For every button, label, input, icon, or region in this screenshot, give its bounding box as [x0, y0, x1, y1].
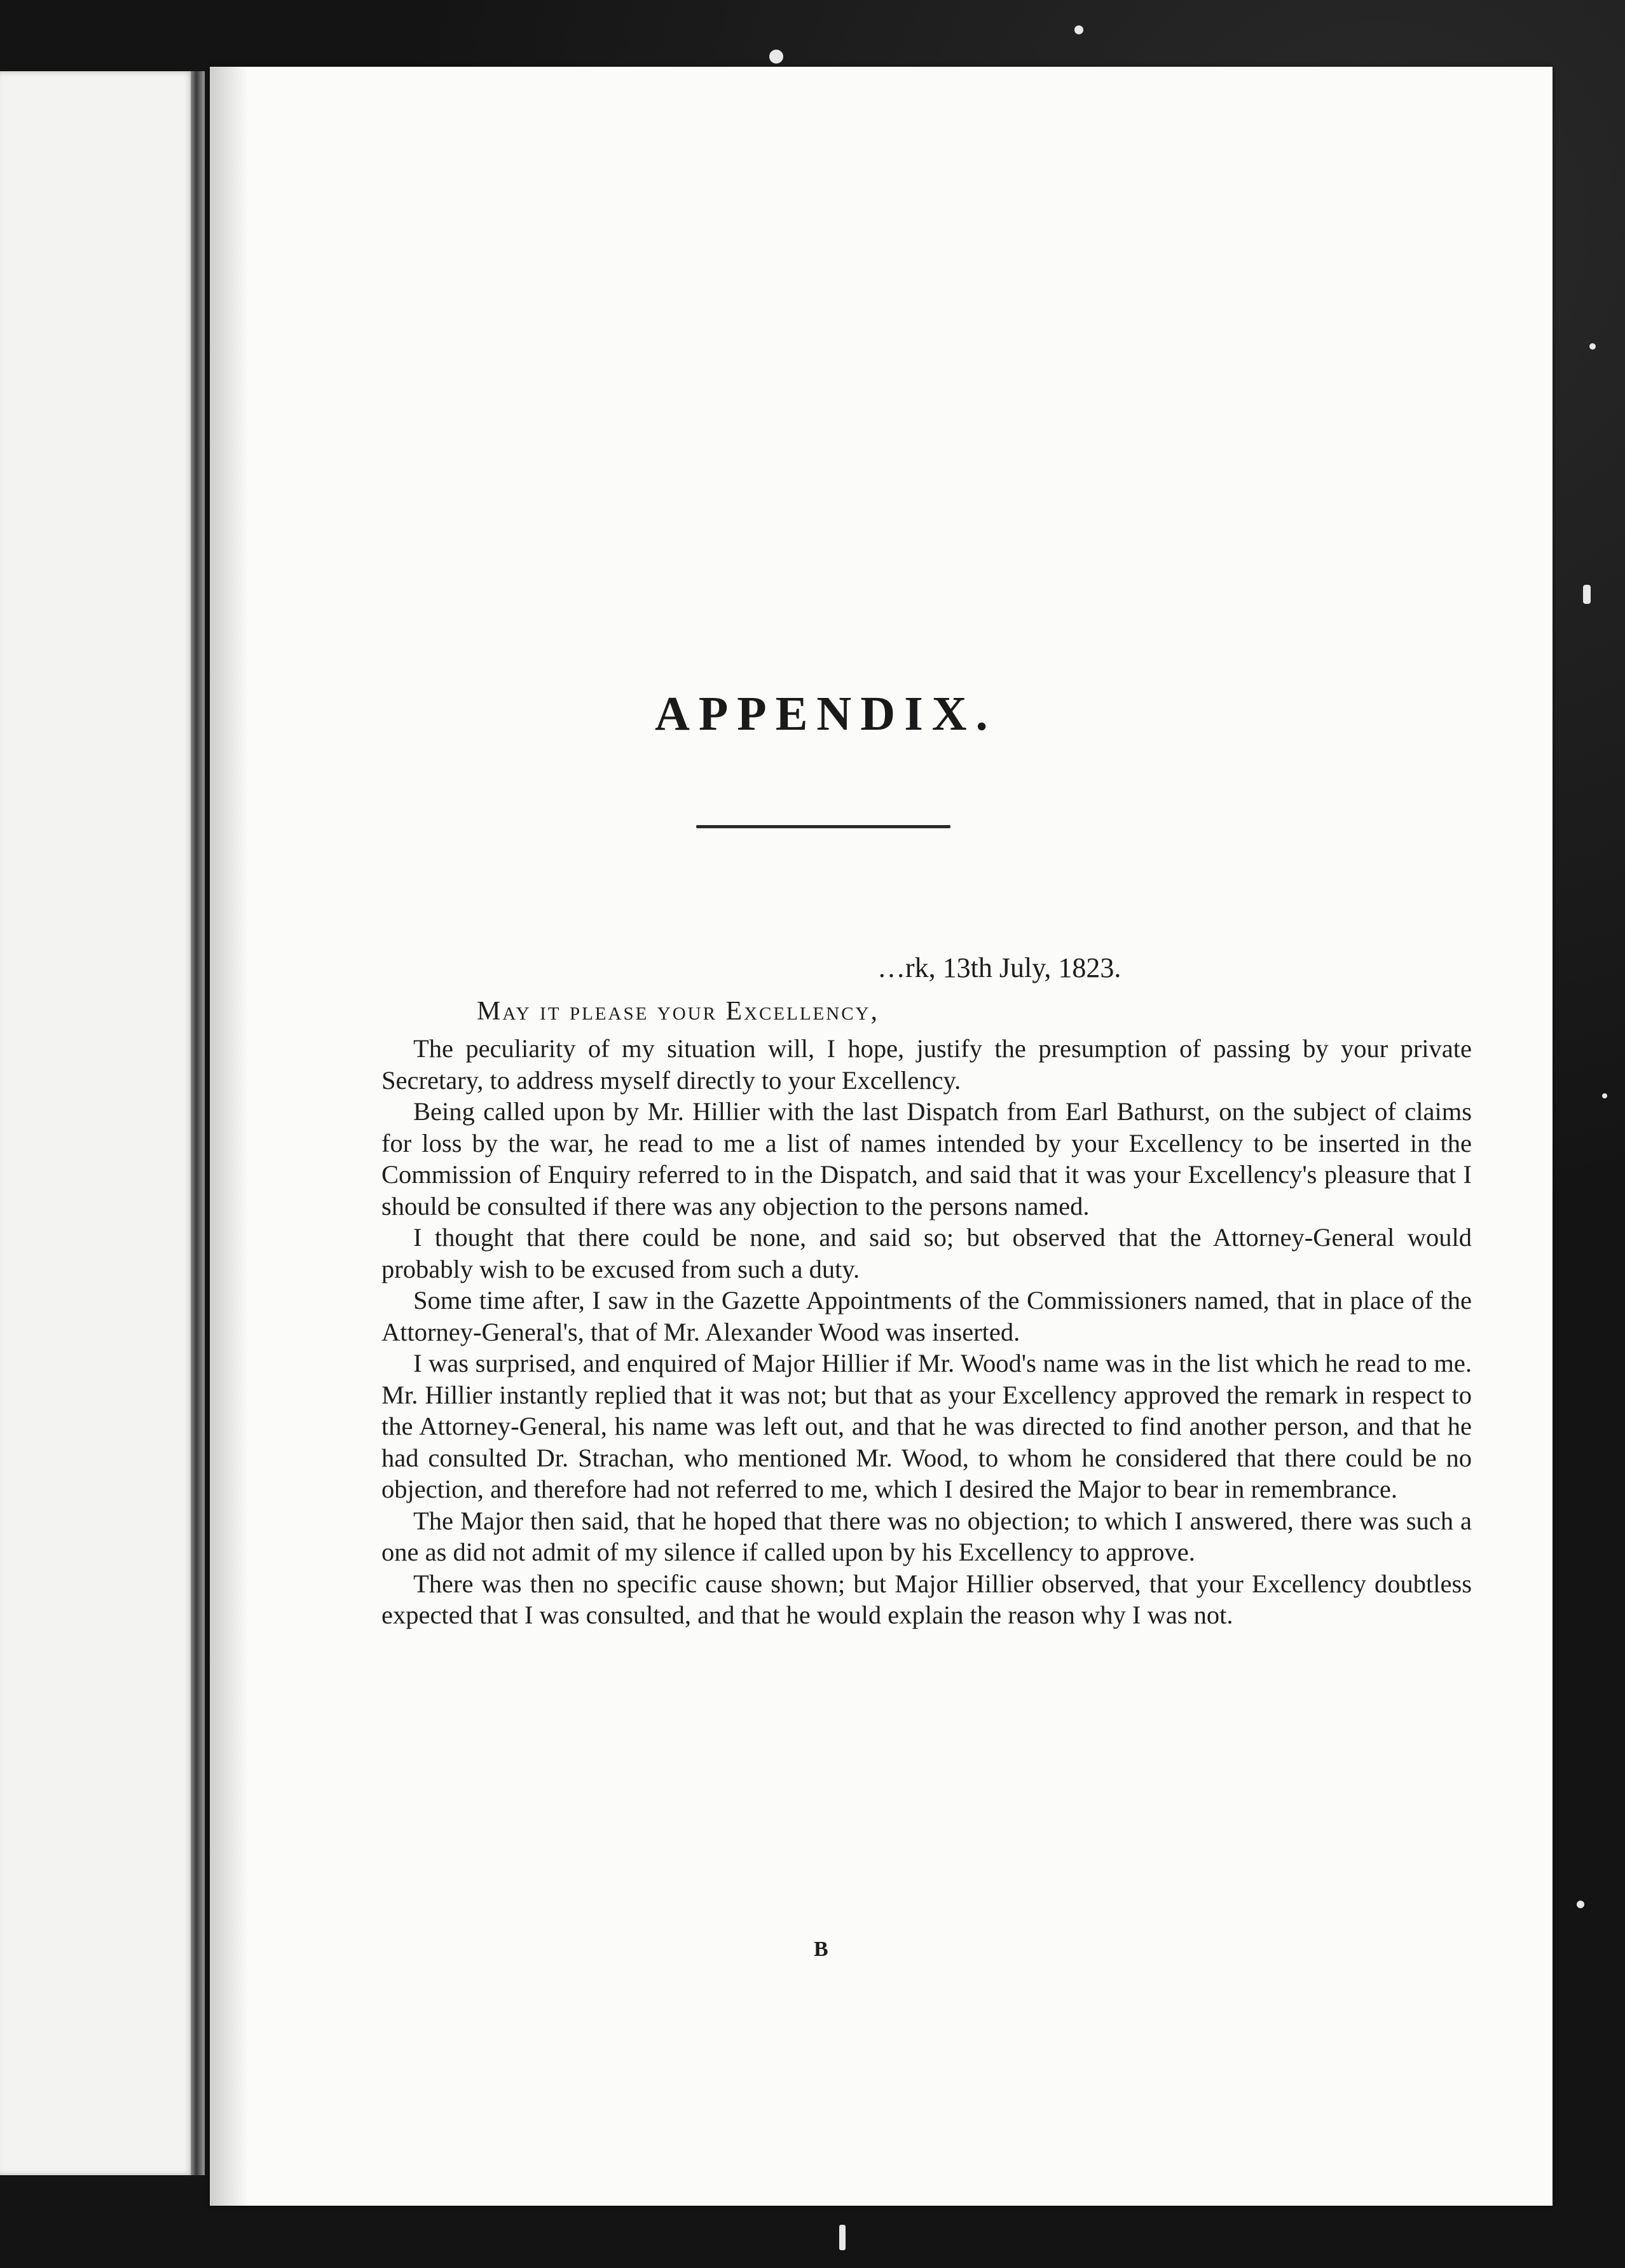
paragraph: There was then no specific cause shown; but Major Hillier observed, that your Excellency doubtless expected that I was consulted, and that he would explain the reason why I was not. — [381, 1569, 1472, 1629]
dateline: …rk, 13th July, 1823. — [877, 952, 1121, 983]
paragraph: I thought that there could be none, and said so; but observed that the Attorney-General would probably wish to be excused from such a duty. — [381, 1223, 1472, 1283]
dust-speck — [1577, 1901, 1584, 1908]
paragraph: The peculiarity of my situation will, I hope, justify the presumption of passing by your private Secretary, to address myself directly to your Excellency. — [381, 1034, 1472, 1095]
paragraph: Some time after, I saw in the Gazette Appointments of the Commissioners named, that in place of the Attorney-General's, that of Mr. Alexander Wood was inserted. — [381, 1286, 1472, 1346]
dust-speck — [1074, 25, 1083, 34]
paragraph: I was surprised, and enquired of Major Hillier if Mr. Wood's name was in the list which he read to me. Mr. Hillier instantly replied that it was not; but that as your Excellency approved the remark in respect to the Attorney-General, his name was left out, and that he was directed to find another person, and that he had consulted Dr. Strachan, who mentioned Mr. Wood, to whom he considered that there could be no objection, and therefore had not referred to me, which I desired the Major to bear in remembrance. — [381, 1349, 1472, 1503]
page-shadow — [210, 67, 248, 2206]
signature-mark: B — [814, 1937, 828, 1961]
page-gutter — [191, 71, 205, 2175]
document-page — [210, 67, 1553, 2206]
paragraph: The Major then said, that he hoped that there was no objection; to which I answered, there was such a one as did not admit of my silence if called upon by his Excellency to approve. — [381, 1506, 1472, 1566]
dust-speck — [1589, 343, 1596, 350]
title-rule — [696, 825, 950, 828]
dust-speck — [1602, 1093, 1607, 1098]
previous-page-edge — [0, 71, 194, 2175]
letter-body — [381, 1033, 1472, 1631]
salutation: May it please your Excellency, — [477, 997, 879, 1026]
paragraph: Being called upon by Mr. Hillier with the last Dispatch from Earl Bathurst, on the subject of claims for loss by the war, he read to me a list of names intended by your Excellency to be inserted in the Commission of Enquiry referred to in the Dispatch, and said that it was your Excellency's pleasure that I should be consulted if there was any objection to the persons named. — [381, 1097, 1472, 1220]
dust-speck — [1583, 585, 1591, 604]
page-title: APPENDIX. — [655, 687, 997, 741]
dust-speck — [769, 50, 783, 64]
dust-speck — [839, 2225, 846, 2250]
